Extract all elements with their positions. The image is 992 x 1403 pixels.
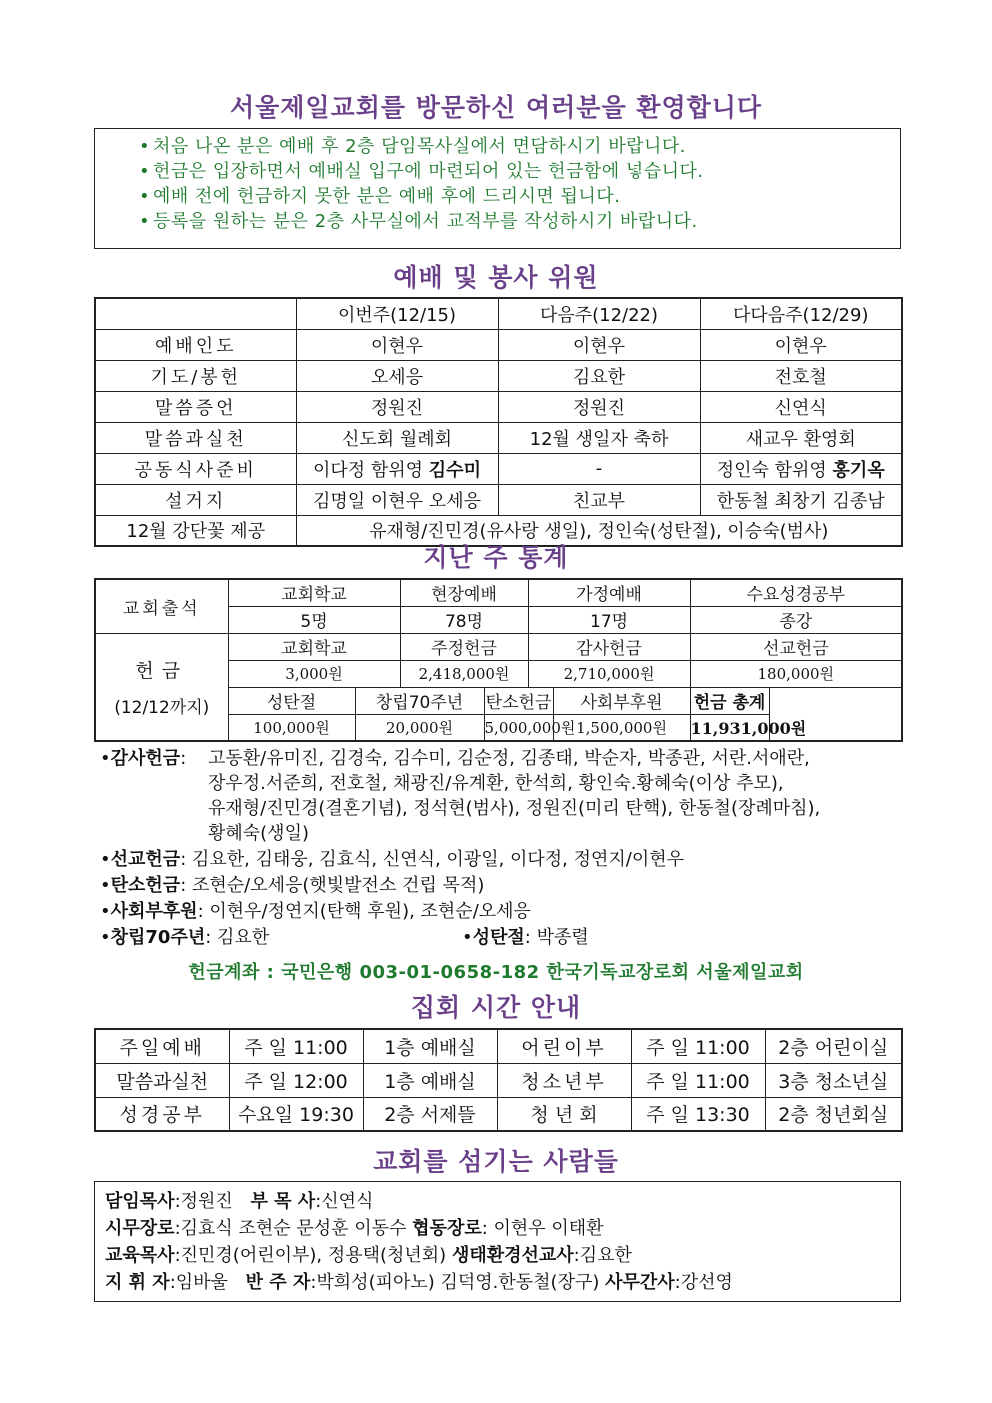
table-header [95,298,296,329]
table-cell: 78명 [400,606,528,633]
row-label: 기도/봉헌 [95,360,296,391]
staff-role: 사무간사 [605,1272,675,1293]
staff-names: :강선영 [674,1272,733,1293]
meeting-name: 성경공부 [95,1097,229,1131]
meeting-time: 주 일 12:00 [229,1063,363,1097]
table-header: 교회학교 [228,633,400,660]
table-cell: 이현우 [700,329,902,360]
table-row [95,579,902,606]
offering-label: 헌금 [135,659,189,682]
meeting-time: 수요일 19:30 [229,1097,363,1131]
meeting-name: 말씀과실천 [95,1063,229,1097]
service-title: 예배 및 봉사 위원 [393,263,599,292]
names-line: 고동환/유미진, 김경숙, 김수미, 김순정, 김종태, 박순자, 박종관, 서란.서애란, [208,748,810,769]
table-cell: 이현우 [498,329,700,360]
table-cell: 이현우 [296,329,498,360]
offering-names: 김요한, 김태웅, 김효식, 신연식, 이광일, 이다정, 정연지/이현우 [191,849,685,870]
table-cell: 17명 [528,606,690,633]
table-cell: 5명 [228,606,400,633]
staff-line [105,1269,900,1296]
table-cell: 2,710,000원 [528,660,690,687]
row-label: 말씀증언 [95,391,296,422]
table-cell: 친교부 [498,484,700,515]
staff-line [105,1188,900,1215]
offering-type: 감사헌금 [110,748,181,769]
thanks-names [208,746,820,846]
offering-period: (12/12까지) [114,697,210,718]
table-header: 창립70주년 [355,687,484,714]
anniversary-offering [100,925,269,950]
table-header: 다음주(12/22) [498,298,700,329]
cell-bold-name: 김수미 [428,459,481,481]
staff-role: 협동장로 [412,1218,482,1239]
meeting-place: 3층 청소년실 [765,1063,902,1097]
table-cell: 종강 [690,606,902,633]
meeting-name: 청 년 회 [497,1097,631,1131]
row-label: 예배인도 [95,329,296,360]
table-cell: 12월 생일자 축하 [498,422,700,453]
welcome-text: 헌금은 입장하면서 예배실 입구에 마련되어 있는 헌금함에 넣습니다. [153,161,704,182]
table-cell: 5,000,000원 [484,714,553,741]
colon: : [197,901,210,922]
table-cell: 100,000원 [228,714,355,741]
bullet-icon: • [100,927,111,948]
meeting-time: 주 일 13:30 [631,1097,765,1131]
meeting-time: 주 일 11:00 [229,1029,363,1063]
offering-names: 이현우/정연지(탄핵 후원), 조현순/오세응 [209,901,531,922]
welcome-text: 처음 나온 분은 예배 후 2층 담임목사실에서 면담하시기 바랍니다. [153,136,687,157]
staff-role: 담임목사 [105,1191,175,1212]
table-cell [296,453,498,484]
offering-type: 창립70주년 [110,927,206,948]
staff-line [105,1242,900,1269]
cell-bold-name: 홍기옥 [832,459,885,481]
welcome-notice-box [94,128,901,249]
bullet-icon: • [139,186,151,207]
staff-names: :진민경(어린이부), 정용택(청년회) [174,1245,452,1266]
table-cell: 김명일 이현우 오세응 [296,484,498,515]
welcome-line [139,134,900,159]
meeting-place: 2층 서제뜰 [363,1097,497,1131]
stats-title: 지난 주 통계 [423,543,569,572]
table-cell: - [498,453,700,484]
colon: : [524,927,537,948]
staff-names: :박희성(피아노) 김덕영.한동철(장구) [310,1272,606,1293]
table-header: 선교헌금 [690,633,902,660]
bullet-icon: • [100,748,111,769]
colon: : [180,748,187,769]
table-row [95,1097,902,1131]
staff-role: 지 휘 자 [105,1272,170,1293]
staff-names: :신연식 [315,1191,374,1212]
table-cell: 180,000원 [690,660,902,687]
table-cell: 20,000원 [355,714,484,741]
offering-account: 헌금계좌 : 국민은행 003-01-0658-182 한국기독교장로회 서울제일교회 [188,962,804,983]
staff-role: 시무장로 [105,1218,175,1239]
welcome-title: 서울제일교회를 방문하신 여러분을 환영합니다 [229,93,763,122]
table-row [95,1063,902,1097]
table-header: 다다음주(12/29) [700,298,902,329]
staff-role: 생태환경선교사 [451,1245,574,1266]
table-row [95,633,902,660]
table-cell: 1,500,000원 [553,714,690,741]
names-line: 장우정.서준희, 전호철, 채광진/유계환, 한석희, 황인숙.황혜숙(이상 추모), [208,773,784,794]
staff-names: :김효식 조현순 문성훈 이동수 [174,1218,413,1239]
staff-role: 부 목 사 [244,1191,316,1212]
meeting-name: 어린이부 [497,1029,631,1063]
staff-box [94,1181,901,1302]
thanks-offering [100,746,821,844]
stats-table [94,578,903,742]
meetings-table [94,1028,903,1132]
row-label: 공동식사준비 [95,453,296,484]
welcome-text: 등록을 원하는 분은 2층 사무실에서 교적부를 작성하시기 바랍니다. [153,211,698,232]
table-header: 가정예배 [528,579,690,606]
colon: : [180,875,192,896]
names-line: 황혜숙(생일) [208,823,309,844]
table-cell: 정원진 [498,391,700,422]
staff-role: 반 주 자 [239,1272,311,1293]
offering-names: 김요한 [217,927,270,948]
table-header: 사회부후원 [553,687,690,714]
table-cell: 새교우 환영회 [700,422,902,453]
meeting-name: 청소년부 [497,1063,631,1097]
table-cell: 3,000원 [228,660,400,687]
meeting-place: 1층 예배실 [363,1029,497,1063]
table-cell: 2,418,000원 [400,660,528,687]
row-label: 설거지 [95,484,296,515]
table-row [95,391,902,422]
welcome-line [139,159,900,184]
staff-role: 교육목사 [105,1245,175,1266]
meeting-place: 1층 예배실 [363,1063,497,1097]
mission-offering [100,847,684,872]
christmas-offering [462,925,589,950]
meeting-place: 2층 어린이실 [765,1029,902,1063]
bullet-icon: • [100,849,111,870]
table-header: 교회학교 [228,579,400,606]
names-line: 유재형/진민경(결혼기념), 정석현(범사), 정원진(미리 탄핵), 한동철(장례마침), [208,798,821,819]
bullet-icon: • [139,136,151,157]
table-header: 수요성경공부 [690,579,902,606]
table-row [95,298,902,329]
table-cell: 김요한 [498,360,700,391]
bullet-icon: • [139,211,151,232]
cell-text: 이다정 함위영 [313,459,429,481]
staff-names: : 이현우 이태환 [481,1218,604,1239]
table-row [95,484,902,515]
offering-names: 조현순/오세응(햇빛발전소 건립 목적) [191,875,485,896]
carbon-offering [100,873,484,898]
colon: : [205,927,218,948]
table-header: 현장예배 [400,579,528,606]
colon: : [180,849,192,870]
offering-type: 선교헌금 [110,849,181,870]
table-cell [700,453,902,484]
bullet-icon: • [139,161,151,182]
meeting-time: 주 일 11:00 [631,1029,765,1063]
offering-type: 사회부후원 [110,901,198,922]
table-cell: 전호철 [700,360,902,391]
table-cell: 오세응 [296,360,498,391]
table-header: 탄소헌금 [484,687,553,714]
table-header: 감사헌금 [528,633,690,660]
staff-names: :임바울 [169,1272,240,1293]
table-header: 주정헌금 [400,633,528,660]
offering-names: 박종렬 [536,927,589,948]
table-header: 성탄절 [228,687,355,714]
cell-text: 정인숙 함위영 [716,459,833,481]
table-row [95,453,902,484]
meetings-title: 집회 시간 안내 [410,993,582,1022]
total-header: 헌금 총계 [690,687,769,714]
meeting-time: 주 일 11:00 [631,1063,765,1097]
welcome-line [139,209,900,234]
table-cell: 정원진 [296,391,498,422]
table-row [95,360,902,391]
welcome-text: 예배 전에 헌금하지 못한 분은 예배 후에 드리시면 됩니다. [153,186,621,207]
bullet-icon: • [100,901,111,922]
offering-type: 성탄절 [472,927,525,948]
table-header: 이번주(12/15) [296,298,498,329]
row-label: 12월 강단꽃 제공 [95,515,296,546]
staff-title: 교회를 섬기는 사람들 [373,1147,619,1176]
row-label: 말씀과실천 [95,422,296,453]
welcome-line [139,184,900,209]
staff-line [105,1215,900,1242]
table-cell: 신연식 [700,391,902,422]
social-offering [100,899,531,924]
offering-type: 탄소헌금 [110,875,181,896]
bullet-icon: • [462,927,473,948]
table-cell: 신도회 월례회 [296,422,498,453]
bullet-icon: • [100,875,111,896]
total-value: 11,931,000원 [690,714,769,741]
table-row [95,422,902,453]
table-cell: 한동철 최창기 김종남 [700,484,902,515]
table-cell: 유재형/진민경(유사랑 생일), 정인숙(성탄절), 이승숙(범사) [296,515,902,546]
row-label: 교회출석 [95,579,228,633]
table-row [95,329,902,360]
staff-names: :정원진 [174,1191,245,1212]
meeting-name: 주일예배 [95,1029,229,1063]
row-label [95,633,228,741]
staff-names: :김요한 [573,1245,632,1266]
service-table [94,297,903,547]
meeting-place: 2층 청년회실 [765,1097,902,1131]
table-row [95,1029,902,1063]
